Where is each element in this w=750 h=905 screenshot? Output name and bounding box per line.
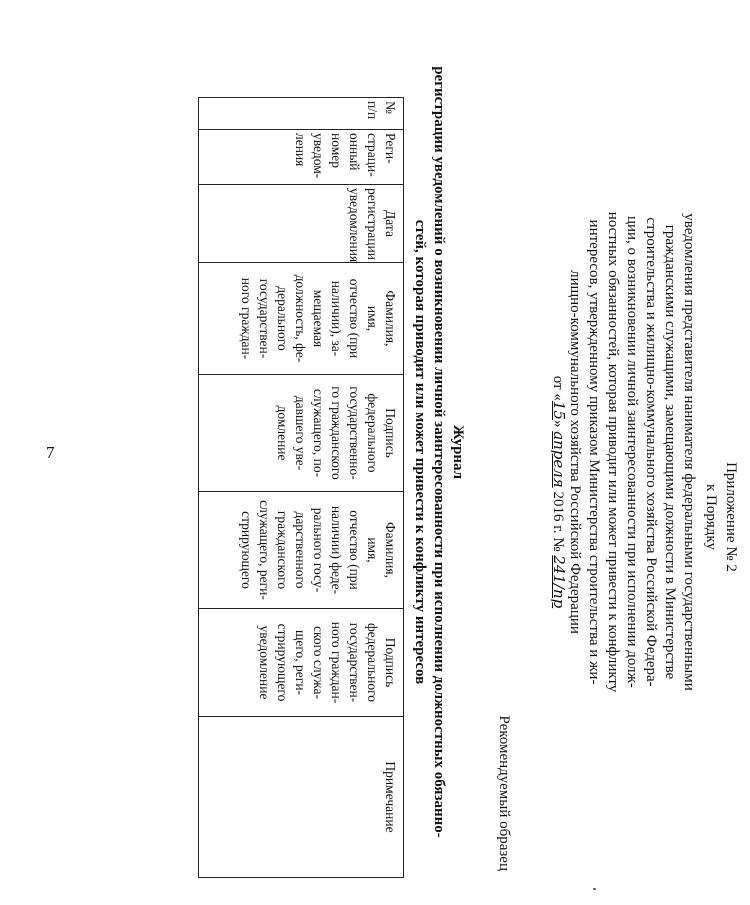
cell-line: дерального [275,286,290,351]
cell-line: регистрации [365,188,380,260]
cell-line: Реги- [383,133,398,164]
cell-line: Примечание [383,761,398,833]
header-cell-registrar-signature [199,609,404,717]
annex-body-line: уведомления представителя нанимателя федеральными государственными [681,213,697,691]
cell-line: ного граждан- [239,277,254,360]
annex-body-line: интересов, утвержденному приказом Министерства строительства и жи- [586,219,602,685]
table-header-row [199,98,404,878]
date-year: 2016 г. № [550,491,566,552]
annex-body [565,192,698,712]
cell-line: государствен- [347,622,362,703]
cell-line: № [383,101,398,114]
cell-line: гражданского [275,510,290,590]
date-mid: » [550,419,566,428]
cell-line: Дата [383,210,398,237]
cell-line: государствен- [257,278,272,359]
cell-line: го гражданского [329,386,344,480]
rotated-page-content [190,27,750,877]
cell-line: отчество (при [347,278,362,359]
cell-line: домление [275,405,290,461]
cell-line: страци- [365,133,380,177]
cell-line: государственно- [347,386,362,480]
header-cell-registration-date [199,185,404,263]
cell-line: имя, [365,537,380,563]
annex-header [480,27,750,877]
cell-line: дарственного [293,511,308,589]
annex-order-ref: к Порядку [703,484,719,550]
cell-line: ного граждан- [329,621,344,704]
cell-line: ления [293,133,308,167]
cell-line: имя, [365,305,380,332]
cell-line: мещаемая [311,289,326,348]
header-cell-registrar-name [199,492,404,609]
date-day-handwritten: 15 [550,400,568,420]
cell-line: уведомления [347,188,362,263]
annex-body-line: лищно-коммунального хозяйства Российской Федерации [567,270,583,634]
cell-line: федерального [365,393,380,473]
order-number-handwritten: 241/пр [550,555,568,609]
cell-line: онный [347,133,362,171]
header-cell-registration-number [199,130,404,185]
scan-speck [593,888,596,890]
cell-line: Фамилия, [383,290,398,347]
annex-body-line: строительства и жилищно-коммунального хозяйства Российской Федера- [643,217,659,687]
journal-table [198,97,404,878]
journal-heading [410,27,467,877]
header-cell-note [199,717,404,878]
cell-line: служащего, реги- [257,500,272,600]
cell-line: отчество (при [347,510,362,590]
date-month-handwritten: апреля [550,431,568,488]
annex-title: Приложение № 2 [723,462,739,572]
page-number: 7 [46,443,55,462]
journal-title: Журнал [450,424,466,480]
annex-body-line: гражданскими служащими, замещающими должности в Министерстве [662,224,678,680]
cell-line: федерального [365,622,380,703]
journal-subtitle-line: регистрации уведомлений о возникновении личной заинтересованности при исполнении должностных обязанно- [431,66,447,838]
journal-subtitle-line: стей, которая приводит или может привести к конфликту интересов [412,219,428,685]
cell-line: стрирующего [275,623,290,702]
cell-line: уведом- [311,133,326,179]
cell-line: давшего уве- [293,395,308,471]
cell-line: Подпись [383,408,398,458]
cell-line: Подпись [383,637,398,688]
cell-line: Фамилия, [383,522,398,578]
cell-line: уведомление [257,625,272,700]
cell-line: должность, фе- [293,274,308,363]
cell-line: ского служа- [311,625,326,700]
annex-body-line: ностных обязанностей, которая приводит или может привести к конфликту [605,211,621,693]
header-cell-employee-signature [199,375,404,492]
cell-line: п/п [365,101,380,120]
annex-date-line [549,282,568,702]
recommended-sample-label: Рекомендуемый образец [496,715,512,871]
cell-line: наличии) феде- [329,505,344,595]
header-cell-number [199,98,404,130]
date-prefix: от « [550,375,566,401]
cell-line: стрирующего [239,511,254,589]
cell-line: служащего, по- [311,388,326,478]
cell-line: щего, реги- [293,629,308,696]
header-cell-employee-name [199,263,404,375]
annex-body-line: ции, о возникновении личной заинтересованности при исполнении долж- [624,215,640,689]
cell-line: номер [329,133,344,169]
cell-line: наличии), за- [329,280,344,357]
cell-line: рального госу- [311,507,326,593]
